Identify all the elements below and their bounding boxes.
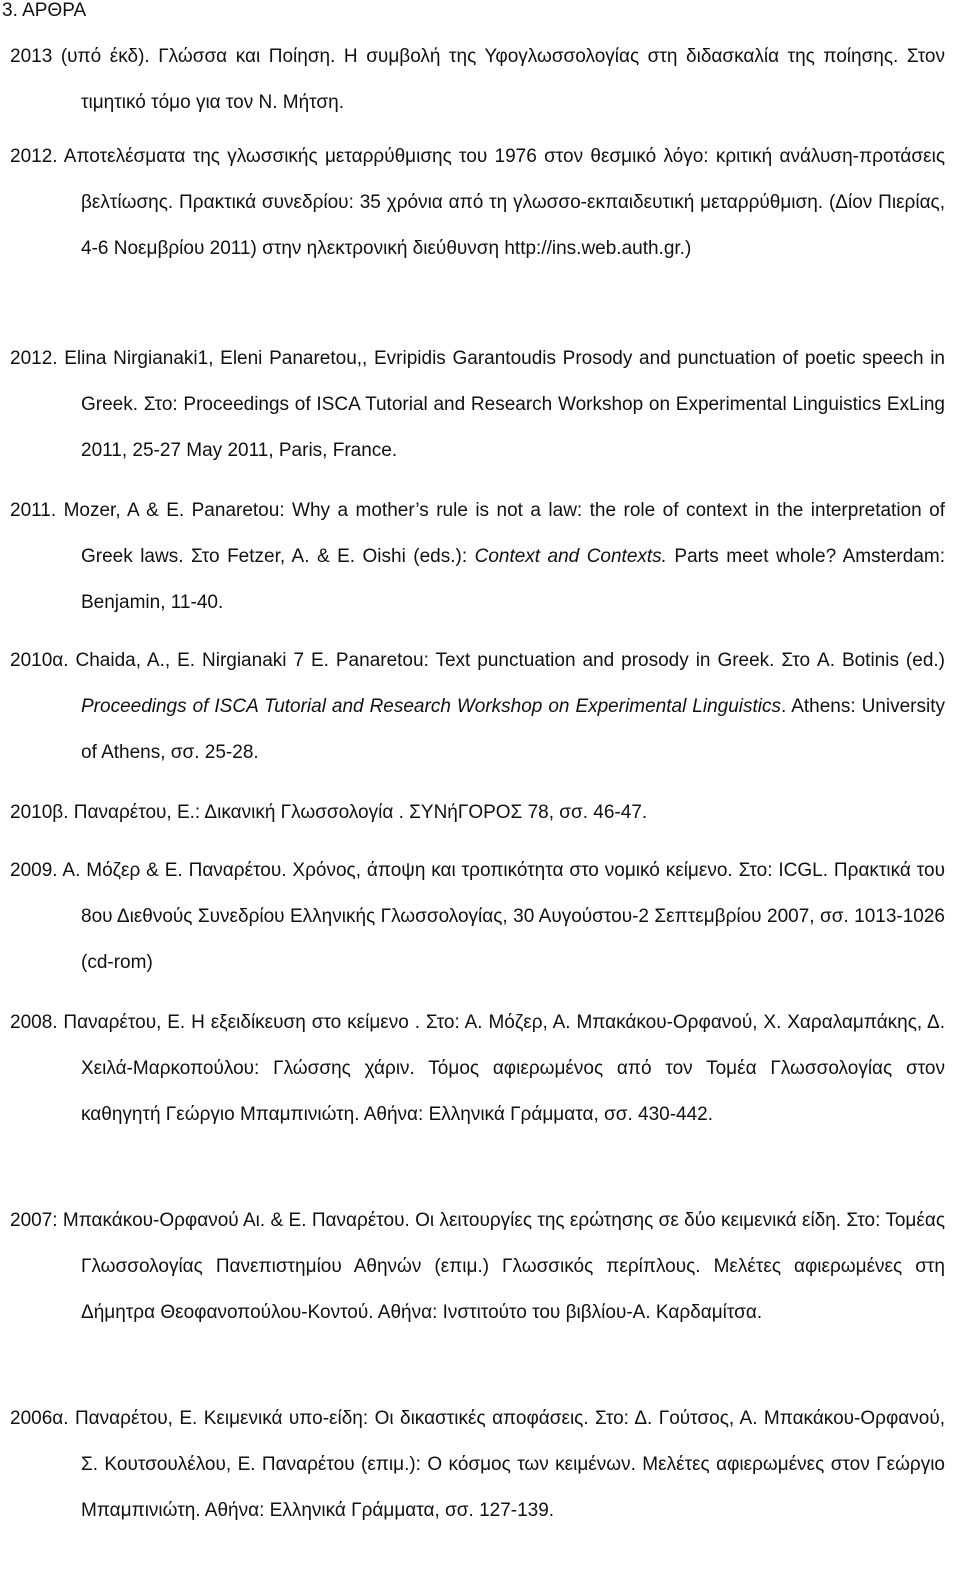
article-entry-2011 [10,488,945,626]
entry-text: 2012. Elina Nirgianaki1, Eleni Panaretou,, Evripidis Garantoudis Prosody and punctuation of poetic speech in Greek. Στο: Proceedings of ISCA Tutorial and Research Workshop on Experimental Linguistics ExLing 2011, 25-27 May 2011, Paris, France. [10,348,945,461]
article-entry-2009 [10,848,945,986]
entry-text-pre: 2011. Mozer, A & E. Panaretou: Why a mother’s rule is not a law: the role of context in the interpretation of Greek laws. Στο Fetzer, A. & E. Oishi (eds.): [10,500,945,567]
entry-text-pre: 2010α. Chaida, A., E. Nirgianaki 7 E. Panaretou: Text punctuation and prosody in Greek. Στο A. Botinis (ed.) [10,650,945,671]
article-entry-2012b [10,336,945,474]
entry-text: 2006α. Παναρέτου, Ε. Κειμενικά υπο-είδη: Οι δικαστικές αποφάσεις. Στο: Δ. Γούτσος, Α. Μπακάκου-Ορφανού, Σ. Κουτσουλέλου, Ε. Παναρέτου (επιμ.): Ο κόσμος των κειμένων. Μελέτες αφιερωμένες στον Γεώργιο Μπαμπινιώτη. Αθήνα: Ελληνικά Γράμματα, σσ. 127-139. [10,1408,945,1521]
entry-text: 2010β. Παναρέτου, Ε.: Δικανική Γλωσσολογία . ΣΥΝήΓΟΡΟΣ 78, σσ. 46-47. [10,802,648,823]
article-entry-2013 [10,34,945,126]
article-entry-2010a [10,638,945,776]
article-entry-2010b [10,790,945,836]
entry-text: 2013 (υπό έκδ). Γλώσσα και Ποίηση. Η συμβολή της Υφογλωσσολογίας στη διδασκαλία της ποίησης. Στον τιμητικό τόμο για τον Ν. Μήτση. [10,46,945,113]
entry-text: 2007: Μπακάκου-Ορφανού Αι. & Ε. Παναρέτου. Οι λειτουργίες της ερώτησης σε δύο κειμενικά είδη. Στο: Τομέας Γλωσσολογίας Πανεπιστημίου Αθηνών (επιμ.) Γλωσσικός περίπλους. Μελέτες αφιερωμένες στη Δήμητρα Θεοφανοπούλου-Κοντού. Αθήνα: Ινστιτούτο του βιβλίου-Α. Καρδαμίτσα. [10,1210,945,1323]
article-entry-2007 [10,1198,945,1336]
entry-text: 2008. Παναρέτου, Ε. Η εξειδίκευση στο κείμενο . Στο: Α. Μόζερ, Α. Μπακάκου-Ορφανού, Χ. Χαραλαμπάκης, Δ. Χειλά-Μαρκοπούλου: Γλώσσης χάριν. Τόμος αφιερωμένος από τον Τομέα Γλωσσολογίας στον καθηγητή Γεώργιο Μπαμπινιώτη. Αθήνα: Ελληνικά Γράμματα, σσ. 430-442. [10,1012,945,1125]
entry-text: 2009. Α. Μόζερ & Ε. Παναρέτου. Χρόνος, άποψη και τροπικότητα στο νομικό κείμενο. Στο: ICGL. Πρακτικά του 8ου Διεθνούς Συνεδρίου Ελληνικής Γλωσσολογίας, 30 Αυγούστου-2 Σεπτεμβρίου 2007, σσ. 1013-1026 (cd-rom) [10,860,945,973]
entry-text-post: . Athens: University of Athens, σσ. 25-28. [81,696,945,763]
entry-title-italic: Context and Contexts. [474,546,667,567]
entry-text-post: Parts meet whole? Amsterdam: Benjamin, 11-40. [81,546,945,613]
entry-text: 2012. Αποτελέσματα της γλωσσικής μεταρρύθμισης του 1976 στον θεσμικό λόγο: κριτική ανάλυση-προτάσεις βελτίωσης. Πρακτικά συνεδρίου: 35 χρόνια από τη γλωσσο-εκπαιδευτική μεταρρύθμιση. (Δίον Πιερίας, 4-6 Νοεμβρίου 2011) στην ηλεκτρονική διεύθυνση http://ins.web.auth.gr.) [10,146,945,259]
article-entry-2008 [10,1000,945,1138]
article-entry-2012a [10,134,945,272]
entry-title-italic: Proceedings of ISCA Tutorial and Research Workshop on Experimental Linguistics [81,696,781,717]
article-entry-2006a [10,1396,945,1534]
section-heading: 3. ΑΡΘΡΑ [2,0,87,21]
